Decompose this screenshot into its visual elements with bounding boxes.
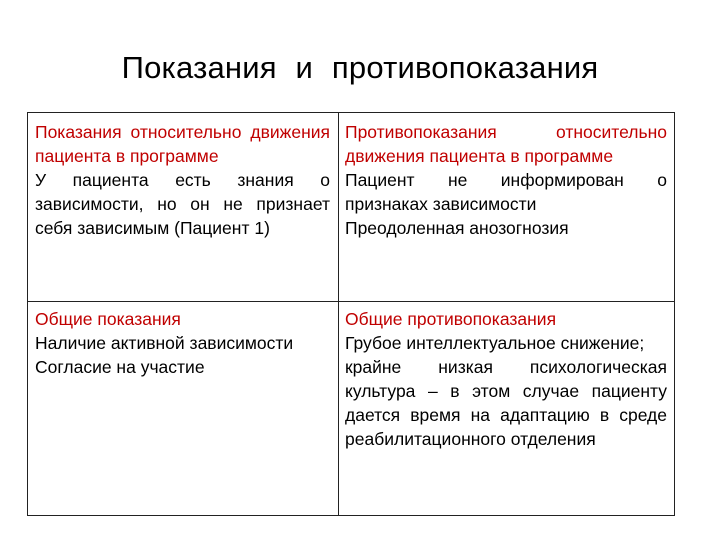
slide-title: Показания и противопоказания	[121, 50, 599, 85]
column-divider	[338, 113, 339, 515]
indications-table	[27, 112, 675, 516]
row-divider	[28, 301, 674, 302]
cell-indications-movement	[35, 120, 330, 240]
cell-text: крайне низкая психологическая культура – в этом случае пациенту дается время на адаптацию в среде реабилитационного отделения	[345, 357, 667, 449]
cell-heading: Общие показания	[35, 309, 181, 329]
cell-text: У пациента есть знания о зависимости, но он не признает себя зависимым (Пациент 1)	[35, 170, 330, 238]
cell-text: Преодоленная анозогнозия	[345, 218, 569, 238]
cell-general-indications	[35, 307, 330, 379]
cell-heading: Противопоказания относительно движения пациента в программе	[345, 122, 667, 166]
cell-heading: Общие противопоказания	[345, 309, 557, 329]
cell-heading: Показания относительно движения пациента в программе	[35, 122, 330, 166]
cell-text: Согласие на участие	[35, 357, 205, 377]
cell-general-contraindications	[345, 307, 667, 451]
cell-text: Наличие активной зависимости	[35, 333, 294, 353]
cell-text: Пациент не информирован о признаках зависимости	[345, 170, 667, 214]
cell-text: Грубое интеллектуальное снижение;	[345, 333, 645, 353]
cell-contraindications-movement	[345, 120, 667, 240]
